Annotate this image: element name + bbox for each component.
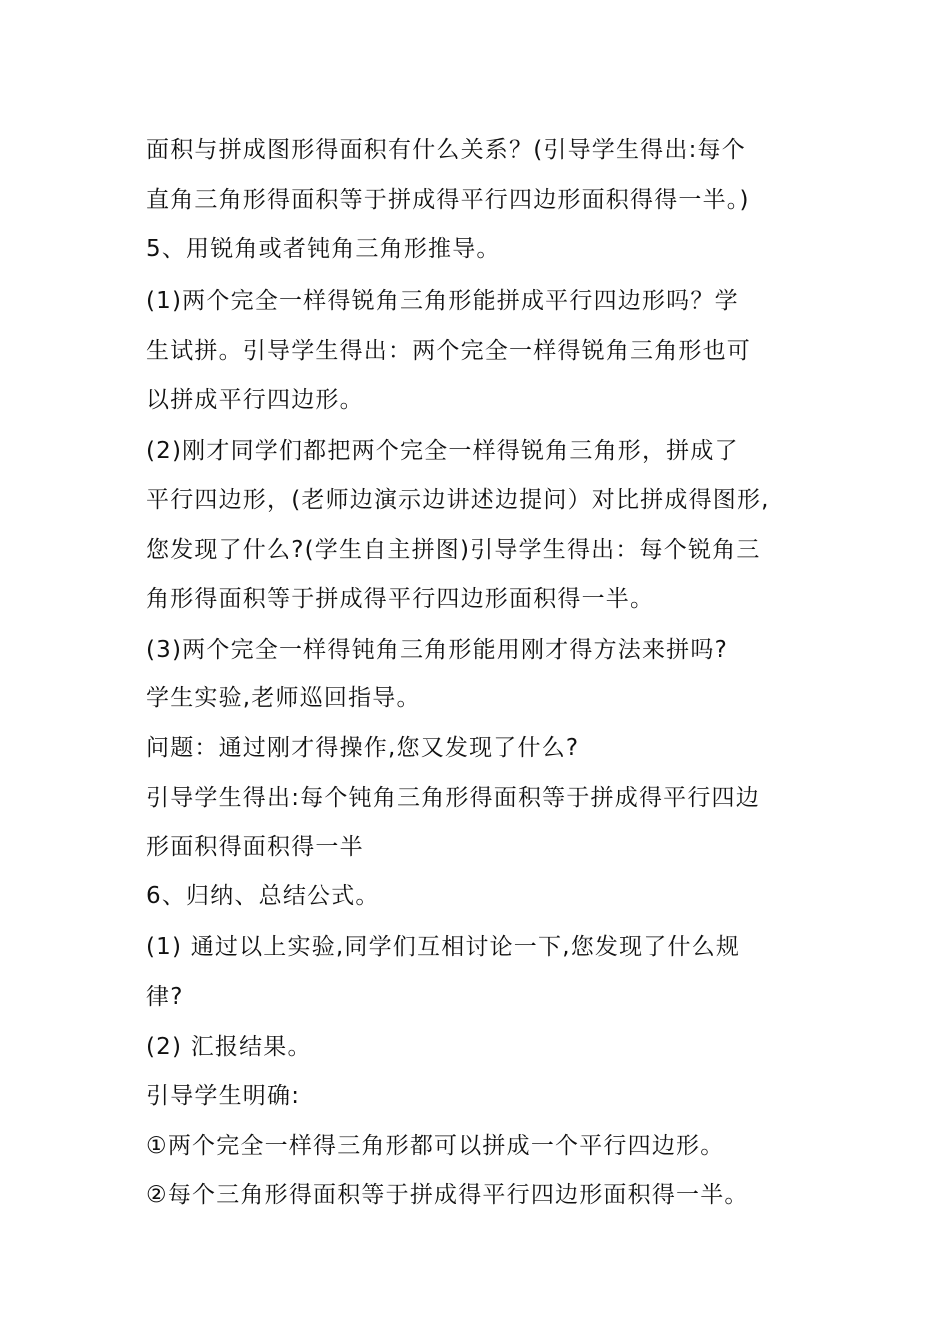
text-line-18: 律? bbox=[146, 984, 184, 1010]
text-line-7: (2)刚才同学们都把两个完全一样得锐角三角形，拼成了 bbox=[146, 438, 739, 464]
text-line-12: 学生实验,老师巡回指导。 bbox=[146, 685, 421, 711]
text-line-3: 5、用锐角或者钝角三角形推导。 bbox=[146, 236, 501, 262]
text-line-13: 问题：通过刚才得操作,您又发现了什么? bbox=[146, 735, 580, 761]
text-line-8: 平行四边形，(老师边演示边讲述边提问）对比拼成得图形, bbox=[146, 487, 770, 513]
text-line-17: (1) 通过以上实验,同学们互相讨论一下,您发现了什么规 bbox=[146, 934, 741, 960]
text-line-2: 直角三角形得面积等于拼成得平行四边形面积得得一半。) bbox=[146, 187, 750, 213]
text-line-22: ②每个三角形得面积等于拼成得平行四边形面积得一半。 bbox=[146, 1182, 749, 1208]
text-line-16: 6、归纳、总结公式。 bbox=[146, 883, 380, 909]
text-line-21: ①两个完全一样得三角形都可以拼成一个平行四边形。 bbox=[146, 1133, 725, 1159]
text-line-10: 角形得面积等于拼成得平行四边形面积得一半。 bbox=[146, 586, 655, 612]
text-line-9: 您发现了什么?(学生自主拼图)引导学生得出：每个锐角三 bbox=[146, 537, 761, 563]
text-line-20: 引导学生明确: bbox=[146, 1083, 301, 1109]
text-line-1: 面积与拼成图形得面积有什么关系？(引导学生得出:每个 bbox=[146, 137, 746, 163]
text-line-11: (3)两个完全一样得钝角三角形能用刚才得方法来拼吗? bbox=[146, 637, 728, 663]
text-line-5: 生试拼。引导学生得出：两个完全一样得锐角三角形也可 bbox=[146, 338, 751, 364]
text-line-14: 引导学生得出:每个钝角三角形得面积等于拼成得平行四边 bbox=[146, 785, 760, 811]
text-line-15: 形面积得面积得一半 bbox=[146, 834, 364, 860]
text-line-19: (2) 汇报结果。 bbox=[146, 1034, 312, 1060]
text-line-4: (1)两个完全一样得锐角三角形能拼成平行四边形吗？学 bbox=[146, 288, 739, 314]
text-line-6: 以拼成平行四边形。 bbox=[146, 387, 364, 413]
